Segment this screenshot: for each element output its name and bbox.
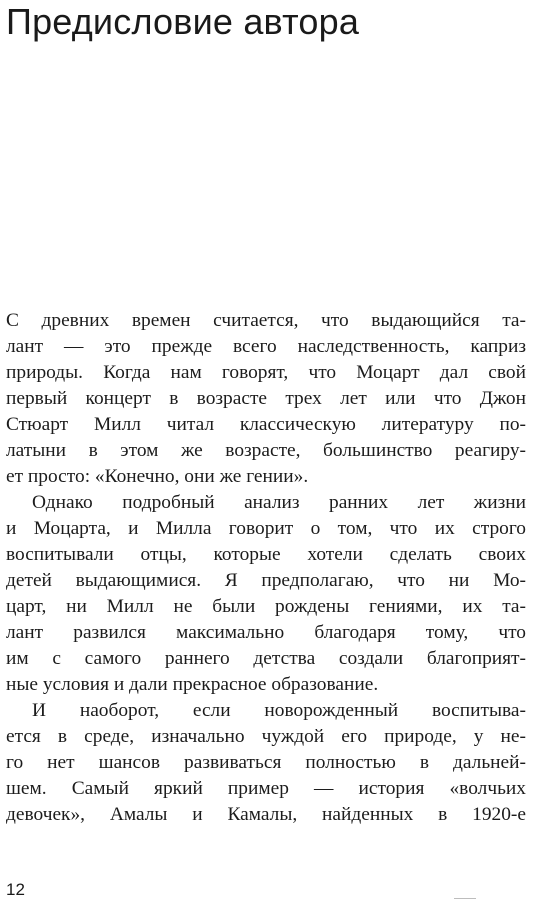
text-line: Однако подробный анализ ранних лет жизни — [32, 492, 526, 513]
text-line: И наоборот, если новорожденный воспитыва- — [32, 700, 526, 721]
text-line: детей выдающимися. Я предполагаю, что ни Мо- — [6, 570, 526, 591]
text-line: лант развился максимально благодаря тому, что — [6, 622, 526, 643]
text-line: и Моцарта, и Милла говорит о том, что их строго — [6, 518, 526, 539]
page-title: Предисловие автора — [6, 1, 360, 42]
text-line: лант — это прежде всего наследственность, каприз — [6, 336, 526, 357]
text-line: ется в среде, изначально чуждой его природе, у не- — [6, 726, 526, 747]
text-line: шем. Самый яркий пример — история «волчьих — [6, 778, 526, 799]
text-line: воспитывали отцы, которые хотели сделать своих — [6, 544, 526, 565]
text-line: ные условия и дали прекрасное образование. — [6, 674, 379, 695]
text-line: им с самого раннего детства создали благоприят- — [6, 648, 526, 669]
text-line: первый концерт в возрасте трех лет или что Джон — [6, 388, 526, 409]
text-line: природы. Когда нам говорят, что Моцарт дал свой — [6, 362, 526, 383]
text-line: Стюарт Милл читал классическую литературу по- — [6, 414, 526, 435]
page-number: 12 — [6, 880, 25, 899]
text-line: С древних времен считается, что выдающийся та- — [6, 310, 526, 331]
footer-divider — [454, 898, 476, 899]
body-text — [6, 308, 526, 828]
text-line: царт, ни Милл не были рождены гениями, их та- — [6, 596, 526, 617]
text-line: ет просто: «Конечно, они же гении». — [6, 466, 309, 487]
text-line: девочек», Амалы и Камалы, найденных в 1920-е — [6, 804, 526, 825]
text-line: латыни в этом же возрасте, большинство реагиру- — [6, 440, 526, 461]
text-line: го нет шансов развиваться полностью в дальней- — [6, 752, 526, 773]
